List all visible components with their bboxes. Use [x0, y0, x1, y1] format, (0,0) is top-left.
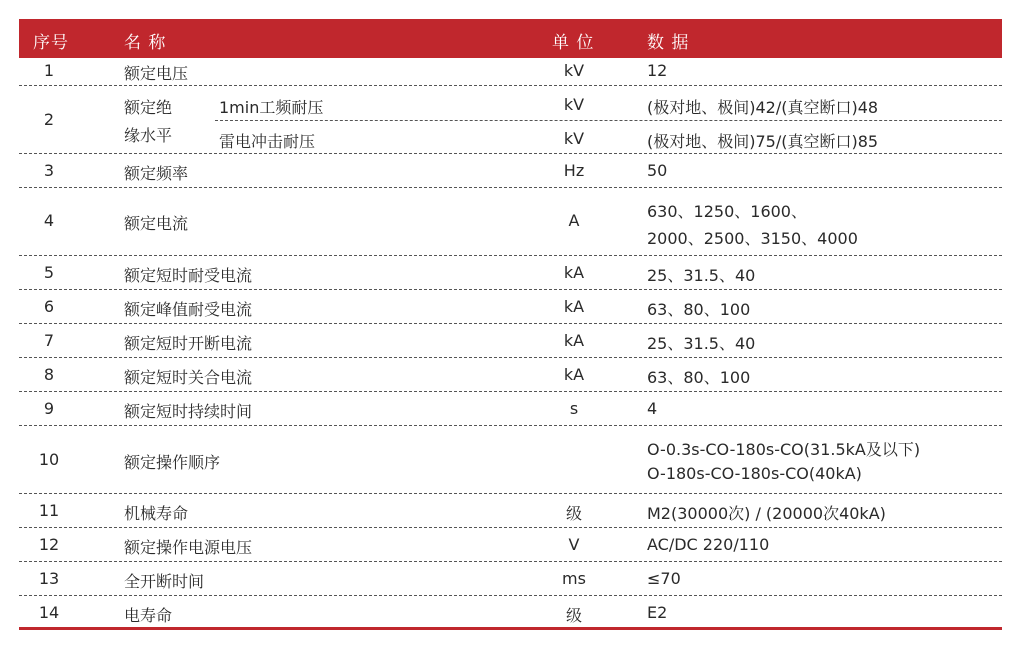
row-no: 3 — [43, 161, 55, 180]
header-data: 数 据 — [647, 33, 690, 53]
row-name: 额定电压 — [124, 64, 189, 83]
sub-row-data: (极对地、极间)75/(真空断口)85 — [647, 132, 879, 151]
header-name: 名 称 — [124, 33, 167, 53]
row-divider — [19, 595, 1002, 596]
row-unit: kV — [563, 61, 585, 80]
row-data-line2: 2000、2500、3150、4000 — [647, 229, 858, 248]
row-name: 额定操作顺序 — [124, 453, 221, 472]
row-unit: kA — [563, 331, 585, 350]
row-data: AC/DC 220/110 — [647, 535, 770, 554]
row-data: ≤70 — [647, 569, 681, 588]
table-row — [19, 569, 1002, 591]
row-name: 额定短时开断电流 — [124, 334, 253, 353]
table-row — [19, 427, 1002, 493]
row-divider — [19, 85, 1002, 86]
row-name: 额定短时关合电流 — [124, 368, 253, 387]
row-no: 7 — [43, 331, 55, 350]
table-row — [19, 501, 1002, 523]
row-no: 4 — [43, 211, 55, 230]
sub-row-unit: kV — [563, 129, 585, 148]
row-data: 4 — [647, 399, 658, 418]
row-name: 电寿命 — [124, 606, 173, 625]
table-row — [19, 263, 1002, 285]
row-divider — [19, 493, 1002, 494]
row-unit: kA — [563, 365, 585, 384]
sub-row-name: 1min工频耐压 — [219, 98, 324, 117]
table-row — [19, 399, 1002, 421]
row-name: 额定频率 — [124, 164, 189, 183]
row-unit: s — [569, 399, 579, 418]
sub-row-unit: kV — [563, 95, 585, 114]
row-data: 50 — [647, 161, 668, 180]
row-divider — [19, 425, 1002, 426]
row-unit: V — [568, 535, 580, 554]
header-no: 序号 — [33, 33, 69, 53]
row-no: 10 — [38, 450, 60, 469]
row-no: 11 — [38, 501, 60, 520]
row-unit: kA — [563, 263, 585, 282]
sub-row-name: 雷电冲击耐压 — [219, 132, 316, 151]
header-unit: 单 位 — [552, 33, 595, 53]
row-no: 6 — [43, 297, 55, 316]
row-divider — [19, 527, 1002, 528]
row-data: M2(30000次) / (20000次40kA) — [647, 504, 886, 523]
row-divider — [19, 187, 1002, 188]
row-name: 额定短时耐受电流 — [124, 266, 253, 285]
row-divider — [19, 391, 1002, 392]
row-unit: A — [568, 211, 580, 230]
row-divider — [19, 357, 1002, 358]
row-data: 25、31.5、40 — [647, 334, 756, 353]
row-name: 额定短时持续时间 — [124, 402, 253, 421]
row-data: 25、31.5、40 — [647, 266, 756, 285]
row-data: 12 — [647, 61, 668, 80]
row-no: 13 — [38, 569, 60, 588]
table-row — [19, 61, 1002, 83]
sub-row-data: (极对地、极间)42/(真空断口)48 — [647, 98, 879, 117]
row-divider — [19, 323, 1002, 324]
row-name-line1: 额定绝 — [124, 98, 173, 117]
row-no: 8 — [43, 365, 55, 384]
row-name: 机械寿命 — [124, 504, 189, 523]
row-data: 63、80、100 — [647, 368, 751, 387]
row-divider — [19, 561, 1002, 562]
table-row — [19, 161, 1002, 183]
row-no: 2 — [43, 110, 55, 129]
row-unit: Hz — [563, 161, 585, 180]
row-unit: 级 — [565, 504, 582, 523]
table-bottom-rule — [19, 627, 1002, 630]
sub-row-divider — [215, 120, 1002, 121]
row-divider — [19, 255, 1002, 256]
row-data: E2 — [647, 603, 668, 622]
table-row — [19, 189, 1002, 253]
table-row — [19, 535, 1002, 557]
table-row — [19, 331, 1002, 353]
table-header — [19, 19, 1002, 58]
row-no: 1 — [43, 61, 55, 80]
row-unit: 级 — [565, 606, 582, 625]
row-data: 63、80、100 — [647, 300, 751, 319]
row-unit: ms — [562, 569, 586, 588]
row-data-line2: O-180s-CO-180s-CO(40kA) — [647, 464, 862, 483]
row-name: 额定电流 — [124, 214, 189, 233]
row-no: 12 — [38, 535, 60, 554]
row-no: 14 — [38, 603, 60, 622]
row-data-line1: 630、1250、1600、 — [647, 202, 807, 221]
table-row — [19, 603, 1002, 625]
row-divider — [19, 153, 1002, 154]
row-name-line2: 缘水平 — [124, 126, 173, 145]
table-row — [19, 297, 1002, 319]
row-divider — [19, 289, 1002, 290]
row-name: 额定峰值耐受电流 — [124, 300, 253, 319]
row-name: 全开断时间 — [124, 572, 205, 591]
row-data-line1: O-0.3s-CO-180s-CO(31.5kA及以下) — [647, 440, 921, 459]
row-name: 额定操作电源电压 — [124, 538, 253, 557]
row-no: 9 — [43, 399, 55, 418]
row-no: 5 — [43, 263, 55, 282]
table-row — [19, 365, 1002, 387]
row-unit: kA — [563, 297, 585, 316]
